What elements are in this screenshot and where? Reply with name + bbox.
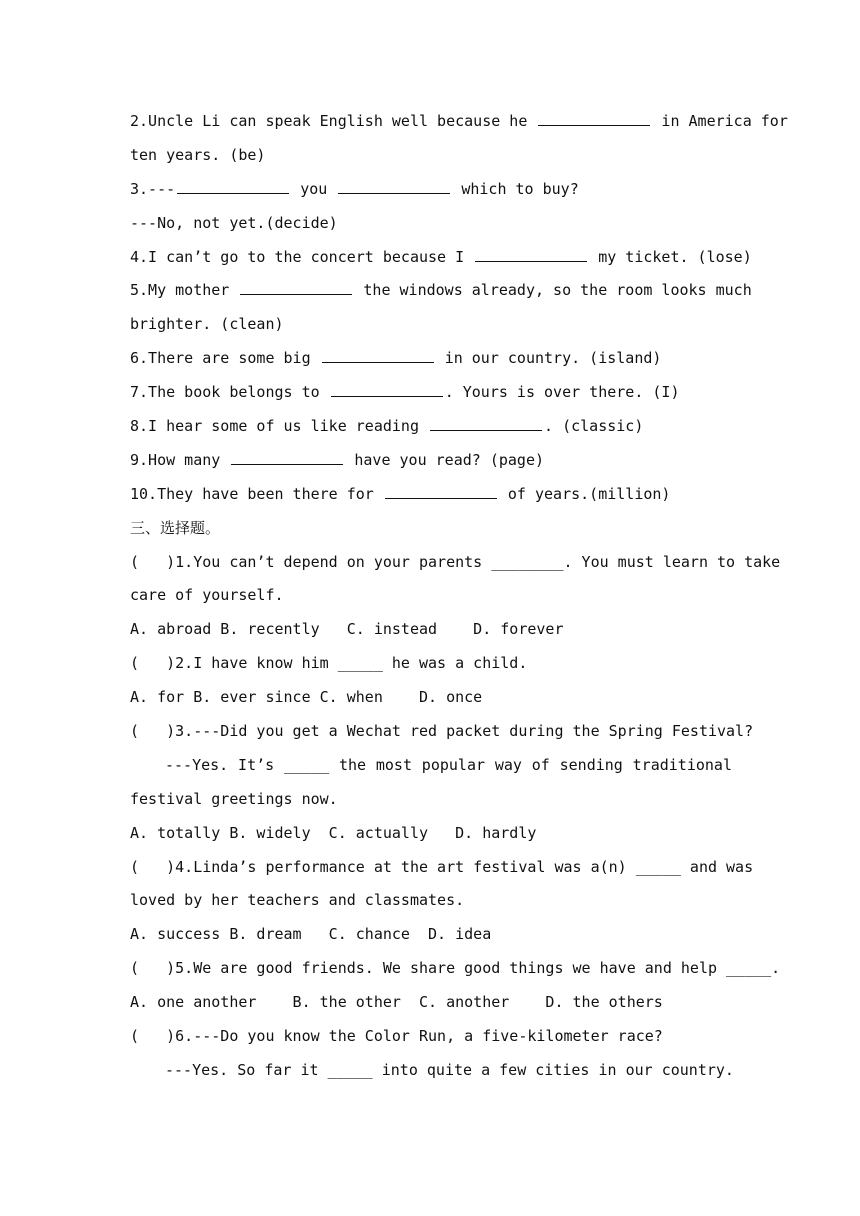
mc-question-2-line: ( )2.I have know him _____ he was a child. — [130, 654, 528, 673]
question-2-text-cont: in America for — [661, 112, 788, 130]
mc-question-3-line-2: ---Yes. It’s _____ the most popular way of sending traditional — [165, 755, 732, 774]
section-title: 三、选择题。 — [130, 518, 221, 537]
question-5-text-cont: the windows already, so the room looks much — [363, 281, 752, 300]
mc-question-4-line-2: loved by her teachers and classmates. — [130, 891, 465, 910]
answer-blank[interactable] — [385, 484, 497, 499]
question-7-text: 7.The book belongs to — [130, 383, 320, 402]
mc-question-1-options: A. abroad B. recently C. instead D. forever — [130, 620, 564, 639]
question-6-text: 6.There are some big — [130, 349, 311, 368]
question-8-text-cont: . (classic) — [544, 417, 644, 436]
question-3-text-cont: you — [300, 179, 328, 198]
mc-question-2-options: A. for B. ever since C. when D. once — [130, 688, 483, 707]
question-3-line-1 — [130, 173, 732, 207]
answer-blank[interactable] — [331, 382, 443, 397]
answer-blank[interactable] — [231, 450, 343, 465]
question-5-line-1 — [130, 274, 752, 308]
mc-question-1-line-2: care of yourself. — [130, 586, 284, 605]
mc-question-1-line-1: ( )1.You can’t depend on your parents ________. You must learn to take — [130, 552, 781, 571]
mc-question-4-options: A. success B. dream C. chance D. idea — [130, 925, 492, 944]
question-10-line — [130, 478, 732, 512]
question-9-text-cont: have you read? (page) — [354, 450, 545, 469]
mc-question-5-options: A. one another B. the other C. another D. the others — [130, 993, 663, 1012]
question-6-line — [130, 342, 732, 376]
worksheet-page — [130, 105, 788, 1088]
question-4-text: 4.I can’t go to the concert because I — [130, 247, 465, 266]
answer-blank[interactable] — [538, 111, 650, 126]
mc-question-6-line-1: ( )6.---Do you know the Color Run, a five-kilometer race? — [130, 1027, 663, 1046]
question-7-text-cont: . Yours is over there. (I) — [444, 383, 680, 402]
mc-question-3-line-1: ( )3.---Did you get a Wechat red packet during the Spring Festival? — [130, 722, 754, 741]
question-9-line — [130, 444, 732, 478]
question-5-line-2: brighter. (clean) — [130, 315, 284, 334]
mc-question-5-line: ( )5.We are good friends. We share good things we have and help _____. — [130, 959, 781, 978]
question-10-text-cont: of years.(million) — [507, 484, 671, 503]
question-8-text: 8.I hear some of us like reading — [130, 417, 419, 436]
answer-blank[interactable] — [177, 179, 289, 194]
question-9-text: 9.How many — [130, 450, 221, 469]
answer-blank[interactable] — [475, 247, 587, 262]
question-2-line-1 — [130, 105, 788, 139]
mc-question-3-options: A. totally B. widely C. actually D. hardly — [130, 823, 537, 842]
question-4-text-cont: my ticket. (lose) — [598, 247, 752, 266]
mc-question-6-line-2: ---Yes. So far it _____ into quite a few cities in our country. — [165, 1060, 734, 1079]
question-2-line-2: ten years. (be) — [130, 145, 266, 164]
question-3-line-2: ---No, not yet.(decide) — [130, 213, 338, 232]
mc-question-4-line-1: ( )4.Linda’s performance at the art festival was a(n) _____ and was — [130, 857, 754, 876]
question-2-text: 2.Uncle Li can speak English well because he — [130, 112, 528, 130]
answer-blank[interactable] — [338, 179, 450, 194]
question-7-line — [130, 376, 732, 410]
mc-question-3-line-3: festival greetings now. — [130, 789, 338, 808]
question-6-text-cont: in our country. (island) — [444, 349, 662, 368]
question-5-text: 5.My mother — [130, 281, 230, 300]
question-10-text: 10.They have been there for — [130, 484, 374, 503]
question-3-text: 3.--- — [130, 179, 176, 198]
answer-blank[interactable] — [430, 416, 542, 431]
question-4-line — [130, 241, 752, 275]
question-3-text-end: which to buy? — [461, 179, 579, 198]
answer-blank[interactable] — [322, 348, 434, 363]
question-8-line — [130, 410, 732, 444]
answer-blank[interactable] — [240, 280, 352, 295]
